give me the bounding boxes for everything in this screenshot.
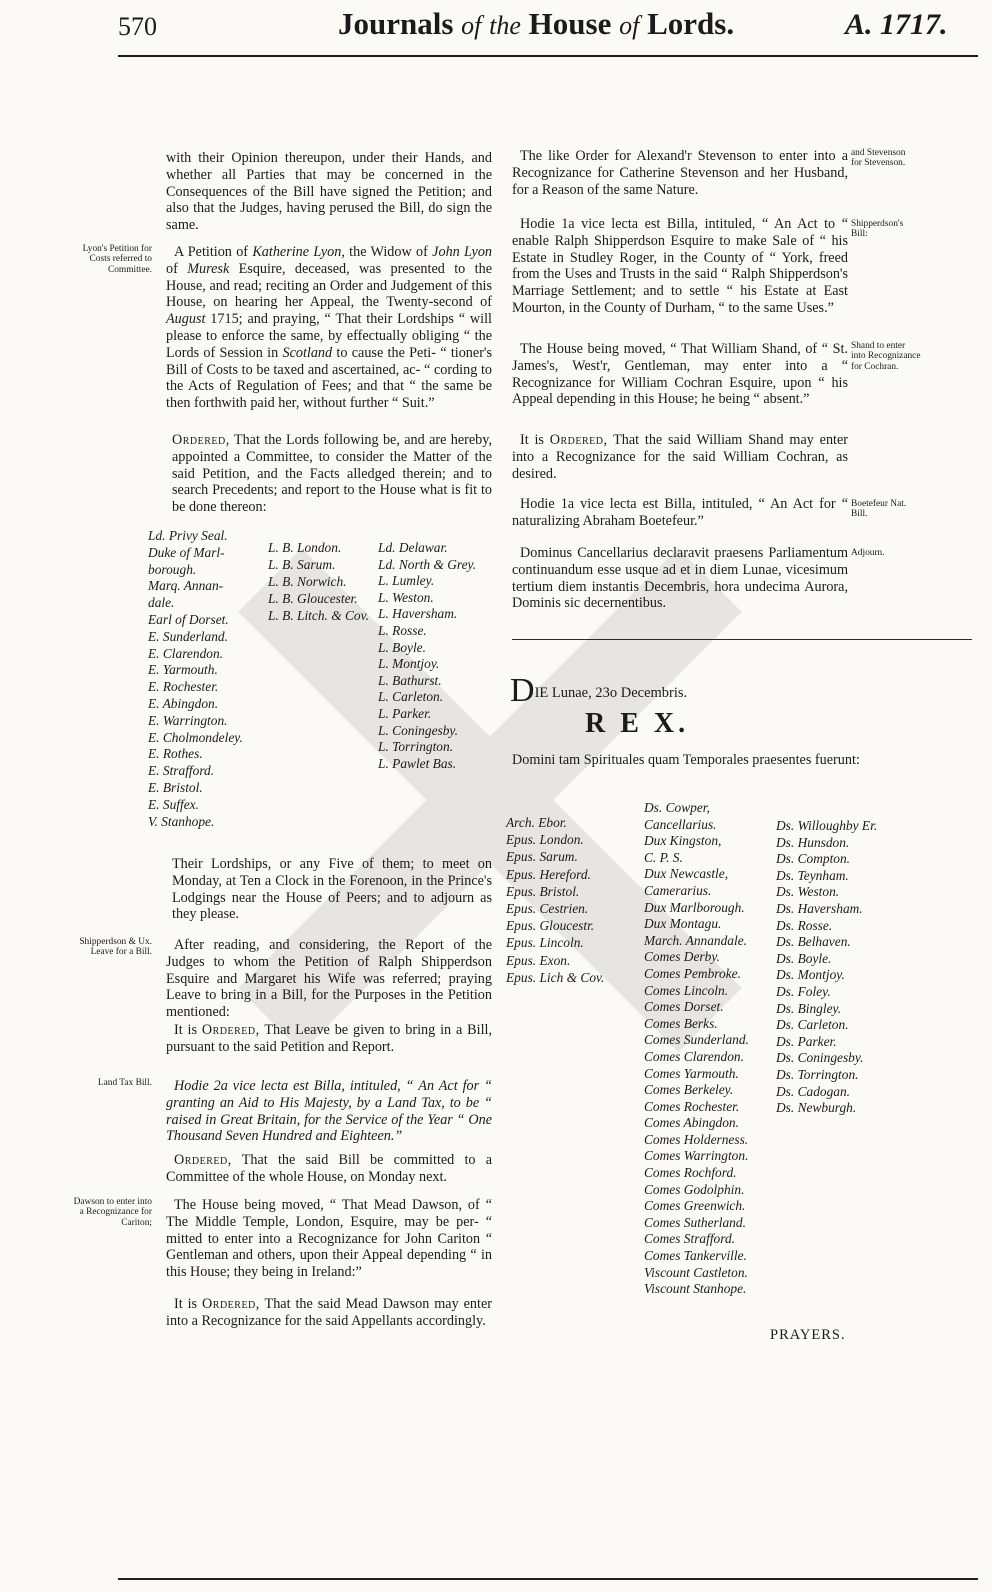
para-ordered-shand [512,432,848,482]
lord-present: Epus. Lich & Cov. [506,969,605,985]
lord-present: Comes Holderness. [644,1131,749,1147]
lyon-month: August [166,311,206,328]
committee-member: E. Rochester. [148,679,219,695]
committee-member: V. Stanhope. [148,813,215,829]
lord-present: Epus. Exon. [506,952,571,968]
para-shipperdson: After reading, and considering, the Report of the Judges to whom the Petition of Ralph Shipperdson Esquire and Margaret his Wife was referred; praying Leave to bring in a Bill, for the Purposes in the Petition mentioned: [166,937,492,1021]
committee-member: Ld. Privy Seal. [148,528,228,543]
committee-member: L. B. Gloucester. [268,591,358,606]
lyon-text-5: 1715; and praying, “ That their Lordships “ will please to enforce the same, by effectually obliging “ the Lords of Session in [166,311,492,361]
lord-present: Comes Tankerville. [644,1248,747,1264]
committee-column-3 [378,540,476,772]
lord-present: Epus. Hereford. [506,866,591,882]
lord-present: Dux Newcastle, [644,866,729,882]
committee-member: Duke of Marl- [148,544,225,560]
title-word-3: the [489,11,521,40]
lyon-text-2: , the Widow of [341,244,433,260]
lord-present: Comes Pembroke. [644,965,741,981]
lord-present: Comes Sunderland. [644,1032,749,1048]
para-ordered-dawson [166,1296,492,1330]
die-heading [510,674,687,708]
margin-note-lyon: Lyon's Petition for Costs referred to Committee. [82,244,152,275]
lord-present: Viscount Stanhope. [644,1281,747,1297]
ordered-dawson-prefix: It is [174,1296,198,1312]
committee-member: L. Coningesby. [378,722,458,738]
committee-member: Ld. North & Grey. [378,556,477,572]
lord-present: Ds. Willoughby Er. [776,818,878,833]
lord-present: Dux Marlborough. [644,899,745,915]
lord-present: Ds. Haversham. [776,900,863,916]
lord-present: Ds. Coningesby. [776,1050,864,1066]
lord-present: Ds. Weston. [776,884,840,900]
lyon-scotland: Scotland [282,344,333,361]
lord-present: Ds. Montjoy. [776,967,845,983]
ordered-label: Ordered, [172,432,230,448]
committed-text: That the said Bill be committed to a Committee of the whole House, on Monday next. [166,1152,493,1185]
lord-present: Comes Clarendon. [644,1048,744,1064]
lord-present: Epus. Bristol. [506,883,580,899]
lord-present: Epus. Gloucestr. [506,918,595,934]
lord-present: Comes Dorset. [644,999,724,1015]
ordered-dawson-text: That the said Mead Dawson may enter into a Recognizance for the said Appellants accordingly. [166,1296,492,1329]
ordered-dawson-label: Ordered, [202,1296,260,1312]
lord-present: Epus. Cestrien. [506,900,589,916]
lord-present: Ds. Cadogan. [776,1083,851,1099]
para-shipperdson-bill: Hodie 1a vice lecta est Billa, intituled, “ An Act to “ enable Ralph Shipperdson Esquire to make Sale of “ his Estate in Studley Roger, in the County of “ York, freed from the Uses and Trusts in the said “ Ralph Shipperdson's Marriage Settlement; and to settle “ his Estate at East Mourton, in the County of Durham, “ to the same Uses.” [512,216,848,316]
lord-present: Camerarius. [644,882,712,898]
committee-member: dale. [148,595,175,611]
lord-present: Viscount Castleton. [644,1264,748,1280]
die-initial: D [510,672,535,709]
para-dawson: The House being moved, “ That Mead Dawson, of “ The Middle Temple, London, Esquire, may be per- “ mitted to enter into a Recognizance for John Cariton “ Gentleman and others, upon their Appeal depending “ in this House; they being in Ireland:” [166,1197,492,1281]
present-column-2 [644,800,749,1298]
committee-member: L. B. Litch. & Cov. [268,608,369,623]
ordered-leave-prefix: It is [174,1022,198,1038]
para-landtax: Hodie 2a vice lecta est Billa, intituled, “ An Act for “ granting an Aid to His Majesty, by a Land Tax, to be “ raised in Great Britain, for the Service of the Year “ One Thousand Seven Hundred and Eighteen.” [166,1078,492,1145]
lyon-text-3: of [166,260,188,277]
committee-text: That the Lords following be, and are hereby, appointed a Committee, to consider the Matter of the said Petition, and the Facts alledged therein; and to search Precedents; and report to the House what is fit to be done thereon: [172,432,492,516]
margin-note-stevenson: and Stevenson for Stevenson. [851,148,906,169]
lord-present: Comes Greenwich. [644,1198,746,1214]
lord-present: Ds. Teynham. [776,867,849,883]
committee-member: L. Weston. [378,589,434,605]
lyon-text-6: to cause the Peti- “ tioner's Bill of Costs to be taxed and ascertained, ac- “ cording to the Acts of Regulation of Fees; and that “ the same be then forthwith paid her, without further “ Suit.” [166,344,492,412]
para-opening: with their Opinion thereupon, under their Hands, and whether all Parties that may be concerned in the Consequences of the Bill have signed the Petition; and also that the Judges, having perused the Bill, do sign the same. [166,150,492,234]
lord-present: Comes Warrington. [644,1148,749,1164]
lord-present: Cancellarius. [644,816,717,832]
para-shand: The House being moved, “ That William Shand, of “ St. James's, West'r, Gentleman, may enter into a “ Recognizance for William Cochran Esquire, upon “ his Appeal depending in this House; he being “ absent.” [512,341,848,408]
page-number: 570 [118,12,157,41]
committee-member: E. Yarmouth. [148,662,218,678]
lord-present: Comes Godolphin. [644,1181,745,1197]
lord-present: C. P. S. [644,849,683,865]
lord-present: Epus. Sarum. [506,849,578,865]
header-rule [118,55,978,57]
committee-member: L. Bathurst. [378,672,442,688]
para-committed [166,1152,492,1186]
lord-present: Ds. Hunsdon. [776,834,850,850]
margin-note-shand: Shand to enter into Recognizance for Cochran. [851,341,921,372]
ordered-shand-label: Ordered, [549,432,608,448]
committee-member: L. Parker. [378,705,432,721]
lord-present: March. Annandale. [644,932,748,948]
lord-present: Ds. Newburgh. [776,1100,857,1116]
ordered-shand-text: That the said William Shand may enter into a Recognizance for the said William Cochran, as desired. [512,432,848,482]
lyon-text-4: Esquire, deceased, was presented to the House, and read; reciting an Order and Judgement of this House, on hearing her Appeal, the Twenty-second of [166,260,492,311]
lord-present: Dux Kingston, [644,833,722,849]
lord-present: Comes Strafford. [644,1231,736,1247]
margin-note-dawson: Dawson to enter into a Recognizance for Cariton; [73,1197,152,1228]
committee-member: L. B. Sarum. [268,557,336,572]
para-ordered-leave [166,1022,492,1056]
committee-member: L. Haversham. [378,606,458,622]
lord-present: Dux Montagu. [644,916,722,932]
committee-member: E. Rothes. [148,746,203,762]
lord-present: Ds. Bingley. [776,1000,842,1016]
lord-present: Ds. Foley. [776,983,831,999]
margin-note-shipperdson-bill: Shipperdson's Bill: [851,219,904,240]
ordered-label-2: Ordered, [174,1152,232,1168]
title-word-5: of [619,11,640,40]
committee-member: L. B. Norwich. [268,574,347,589]
lord-present: Comes Rochester. [644,1098,740,1114]
present-column-1 [506,815,604,987]
lord-present: Ds. Parker. [776,1033,837,1049]
lord-present: Comes Yarmouth. [644,1065,739,1081]
para-stevenson: The like Order for Alexand'r Stevenson to enter into a Recognizance for Catherine Stevenson and her Husband, for a Reason of the same Nature. [512,148,848,198]
committee-member: E. Suffex. [148,796,199,812]
lyon-place: Muresk [187,260,230,277]
lord-present: Ds. Boyle. [776,950,832,966]
lord-present: Comes Berkeley. [644,1082,734,1098]
committee-column-2 [268,540,369,625]
lyon-name: Katherine Lyon [252,244,342,260]
committee-member: E. Cholmondeley. [148,729,243,745]
lyon-husband: John Lyon [432,244,493,260]
committee-member: L. Pawlet Bas. [378,755,457,771]
ordered-leave-label: Ordered, [201,1022,260,1038]
die-text: IE Lunae, 23o Decembris. [534,685,688,701]
lord-present: Comes Lincoln. [644,982,729,998]
lord-present: Epus. Lincoln. [506,935,584,951]
lord-present: Comes Rochford. [644,1165,737,1181]
lord-present: Ds. Torrington. [776,1066,859,1082]
ordered-shand-prefix: It is [520,432,544,448]
committee-member: E. Strafford. [148,763,215,779]
lord-present: Comes Sutherland. [644,1214,746,1230]
margin-note-landtax: Land Tax Bill. [97,1078,152,1088]
para-lyon [166,244,492,412]
committee-member: L. Lumley. [378,573,435,589]
committee-member: E. Warrington. [148,712,228,728]
ordered-leave-text: That Leave be given to bring in a Bill, pursuant to the said Petition and Report. [166,1022,493,1055]
margin-note-shipperdson: Shipperdson & Ux. Leave for a Bill. [79,937,152,958]
lord-present: Comes Derby. [644,949,720,965]
margin-note-adjourn: Adjourn. [851,548,885,558]
lord-present: Arch. Ebor. [506,815,567,830]
lord-present: Comes Berks. [644,1015,718,1031]
lord-present: Ds. Cowper, [644,800,710,815]
committee-member: E. Sunderland. [148,628,228,644]
committee-member: Marq. Annan- [148,578,224,594]
committee-member: E. Clarendon. [148,645,224,661]
committee-member: Earl of Dorset. [148,611,229,627]
section-rule [512,639,972,640]
committee-member: Ld. Delawar. [378,540,448,555]
present-column-3 [776,818,877,1117]
year: A. 1717. [845,8,948,41]
committee-member: L. Torrington. [378,739,454,755]
lyon-text-1: A Petition of [174,244,253,260]
lord-present: Comes Abingdon. [644,1115,739,1131]
lord-present: Ds. Carleton. [776,1017,849,1033]
present-line: Domini tam Spirituales quam Temporales praesentes fuerunt: [512,752,860,768]
lord-present: Ds. Rosse. [776,917,833,933]
committee-column-1 [148,528,243,830]
margin-note-boetefeur: Boetefeur Nat. Bill. [851,499,907,520]
para-adjourn: Dominus Cancellarius declaravit praesens Parliamentum continuandum esse usque ad et in diem Lunae, vicesimum tertium diem instantis Decembris, hora undecima Aurora, Dominis sic decernentibus. [512,545,848,612]
committee-member: L. Montjoy. [378,656,440,672]
committee-member: E. Bristol. [148,779,203,795]
para-lordships: Their Lordships, or any Five of them; to meet on Monday, at Ten a Clock in the Forenoon, in the Prince's Lodgings near the House of Peers; and to adjourn as they please. [172,856,492,923]
journal-title [338,6,734,42]
para-boetefeur: Hodie 1a vice lecta est Billa, intituled, “ An Act for “ naturalizing Abraham Boetefeur.” [512,496,848,529]
title-word-1: Journals [338,6,454,41]
committee-member: borough. [148,561,197,577]
rex-heading: R E X. [585,708,690,739]
title-word-4: House [528,6,612,41]
committee-member: L. Carleton. [378,689,444,705]
committee-member: L. Rosse. [378,622,427,638]
committee-member: E. Abingdon. [148,695,219,711]
committee-member: L. Boyle. [378,639,426,655]
lord-present: Epus. London. [506,832,584,848]
committee-member: L. B. London. [268,540,342,555]
title-word-2: of [461,11,482,40]
title-word-6: Lords. [647,6,735,41]
footer-rule [118,1578,978,1580]
para-committee [172,432,492,516]
lord-present: Ds. Compton. [776,851,851,867]
prayers-heading: PRAYERS. [770,1327,846,1343]
lord-present: Ds. Belhaven. [776,934,851,950]
